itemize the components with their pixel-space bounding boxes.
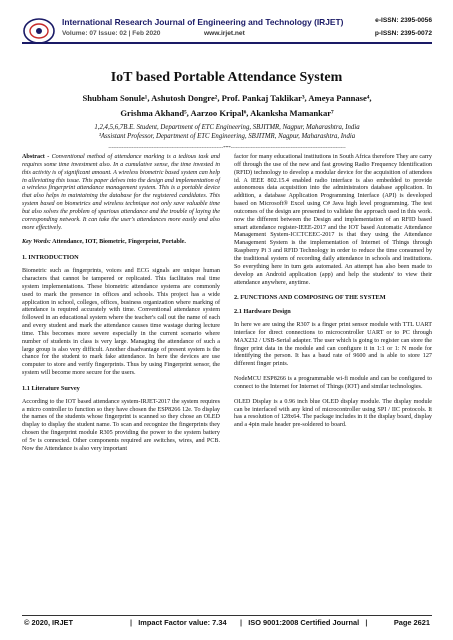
paper-title: IoT based Portable Attendance System bbox=[110, 70, 343, 85]
left-column bbox=[22, 154, 220, 461]
section-hardware-design-title: 2.1 Hardware Design bbox=[234, 308, 291, 316]
keywords bbox=[22, 239, 220, 247]
section-functions-title: 2. FUNCTIONS AND COMPOSING OF THE SYSTEM bbox=[234, 294, 386, 302]
hardware-paragraph-r307: In here we are using the R307 is a finger print sensor module with TTL UART interface for direct connections to microcontroller UART or to PC through MAX232 / USB-Serial adapter. The user which is going to register can store the finger print data in the module and can configure it in 1:1 or 1: N mode for identifying the person. It has a baud rate of 9600 and is able to store 127 different finger prints. bbox=[234, 322, 432, 368]
footer-page-number: Page 2621 bbox=[393, 618, 430, 627]
journal-header bbox=[22, 14, 432, 54]
literature-survey-continued: factor for many educational institutions in South Africa therefore They are carry off through the use of the new and fast growing Radio Frequency Identification (RFID) technology to develop a modular device for the acquisition of attendees id. A IEEE 802.15.4 enabled radio interface is also embedded to provide autonomous data acquisition into the administrators database application. In addition, a database Application Programming Interface (API) is developed based on Microsoft® Excel using C# Java high level programming. The test outcomes of the design are presented to validate the approach used in this work. now the different between the Design and implementation of an RFID based smart attendance register-IEEE-2017 and the IOT based Automatic Attendance Management System-ICCTCEEC-2017 is that they using the Attendance Management System is the implementation of Internet of Things through Raspberry Pi 3 and RFID Technology in order to reduce the time consumed by the traditional system of recording daily attendance in schools and institutions. So everything here in turn gets automated. An attempt has also been made to develop an Android application (app) and help the students' to view their attendance anywhere, anytime. bbox=[234, 154, 432, 286]
section-literature-survey-title: 1.1 Literature Survey bbox=[22, 384, 80, 392]
keywords-text: Attendance, IOT, Biometric, Fingerprint, Portable. bbox=[50, 239, 186, 246]
footer-separator: | bbox=[365, 618, 368, 627]
authors-line-1: Shubham Sonule¹, Ashutosh Dongre², Prof. Pankaj Taklikar³, Ameya Pannase⁴, bbox=[82, 93, 372, 103]
footer-separator: | bbox=[240, 618, 243, 627]
footer-separator: | bbox=[130, 618, 133, 627]
affiliation-1: 1,2,4,5,6,7B.E. Student, Department of ETC Engineering, SBJITMR, Nagpur, Maharashtra, India bbox=[94, 124, 360, 131]
footer-rule bbox=[22, 615, 432, 616]
abstract-text: Conventional method of attendance marking is a tedious task and requires some time investment also. In a cumulative sense, the time invested in this activity is of significant amount. A wireless biometric based system can help in alleviating this issue. This paper delves into the design and implementation of a wireless fingerprint attendance management system. This is a portable device that also helps in maintaining the database for the registered candidates. This system based on biometrics and wireless technique not only save valuable time but also solves the problem of spurious attendance and the trouble of laying the corresponding network. It can take the user's attendances more easily and also more effectively. bbox=[22, 154, 220, 231]
literature-survey-paragraph: According to the IOT based attendance system-IRJET-2017 the system requires a micro controller to function so they have chosen the ESP8266 12e. To display the names of the students whose fingerprint is scanned so they chose an OLED display to display the student name. To scan and recognize the fingerprints they chosen the fingerprint module R305 providing the power to the system battery of 5v is connected. Other components required are switches, wires, and PCB. Now the Attendance is also very important bbox=[22, 398, 220, 452]
journal-title: International Research Journal of Engineering and Technology (IRJET) bbox=[62, 17, 344, 27]
section-divider: ---------------------------------------------------------------------***--------------------------------------------------------------------- bbox=[108, 146, 346, 151]
footer-copyright: © 2020, IRJET bbox=[24, 618, 73, 627]
hardware-paragraph-nodemcu: NodeMCU ESP8266 is a programmable wi-fi module and can be configured to connect to the Internet for Internet of Things (IOT) and similar technologies. bbox=[234, 376, 432, 390]
footer-impact-text: Impact Factor value: 7.34 bbox=[138, 618, 227, 627]
journal-volume: Volume: 07 Issue: 02 | Feb 2020 bbox=[62, 30, 161, 37]
abstract bbox=[22, 154, 220, 232]
e-issn: e-ISSN: 2395-0056 bbox=[375, 17, 432, 24]
page-footer bbox=[22, 618, 432, 632]
abstract-label: Abstract - bbox=[22, 154, 50, 160]
header-rule bbox=[22, 42, 432, 44]
hardware-paragraph-oled: OLED Display is a 0.96 inch blue OLED display module. The display module can be interfaced with any kind of microcontroller using SPI / IIC protocols. It has a resolution of 128x64. The package includes in it the display board, display and a 4pin male header pre-soldered to board. bbox=[234, 398, 432, 429]
p-issn: p-ISSN: 2395-0072 bbox=[374, 30, 432, 37]
introduction-paragraph: Biometric such as fingerprints, voices and ECG signals are unique human characters that cannot be tampered or replicated. This facilitates real time system implementations. These biometric attendance systems are commonly used to mark the presence in offices and schools. This project has a wide application in school, colleges, offices, business organization where marking of attendance is required accurately with time. Conventional attendance system followed in an educational system where the teacher's call out the name of each and every student and mark the attendance causes time wastage during lecture time. This becomes more severe especially in the current scenario where number of students in class is very large. Managing the attendance of such a large group is also very difficult. Another disadvantage of present system is the chance for the student to mark fake attendance. In here the devices are use computer to store and verify fingerprints. Thus by using Fingerprint sensor, the system will become more secure for the users. bbox=[22, 268, 220, 377]
footer-iso bbox=[240, 618, 367, 627]
section-introduction-title: 1. INTRODUCTION bbox=[22, 254, 79, 262]
authors-line-2: Grishma Akhand⁵, Aarzoo Kripal⁶, Akanksha Mamankar⁷ bbox=[120, 108, 334, 118]
affiliation-2: ³Assistant Professor, Department of ETC Engineering, SBJITMR, Nagpur, Maharashtra, India bbox=[98, 133, 356, 140]
keywords-label: Key Words: bbox=[22, 239, 51, 246]
right-column bbox=[234, 154, 432, 437]
footer-iso-text: ISO 9001:2008 Certified Journal bbox=[248, 618, 360, 627]
journal-website[interactable]: www.irjet.net bbox=[204, 30, 245, 37]
footer-impact-factor bbox=[130, 618, 227, 627]
